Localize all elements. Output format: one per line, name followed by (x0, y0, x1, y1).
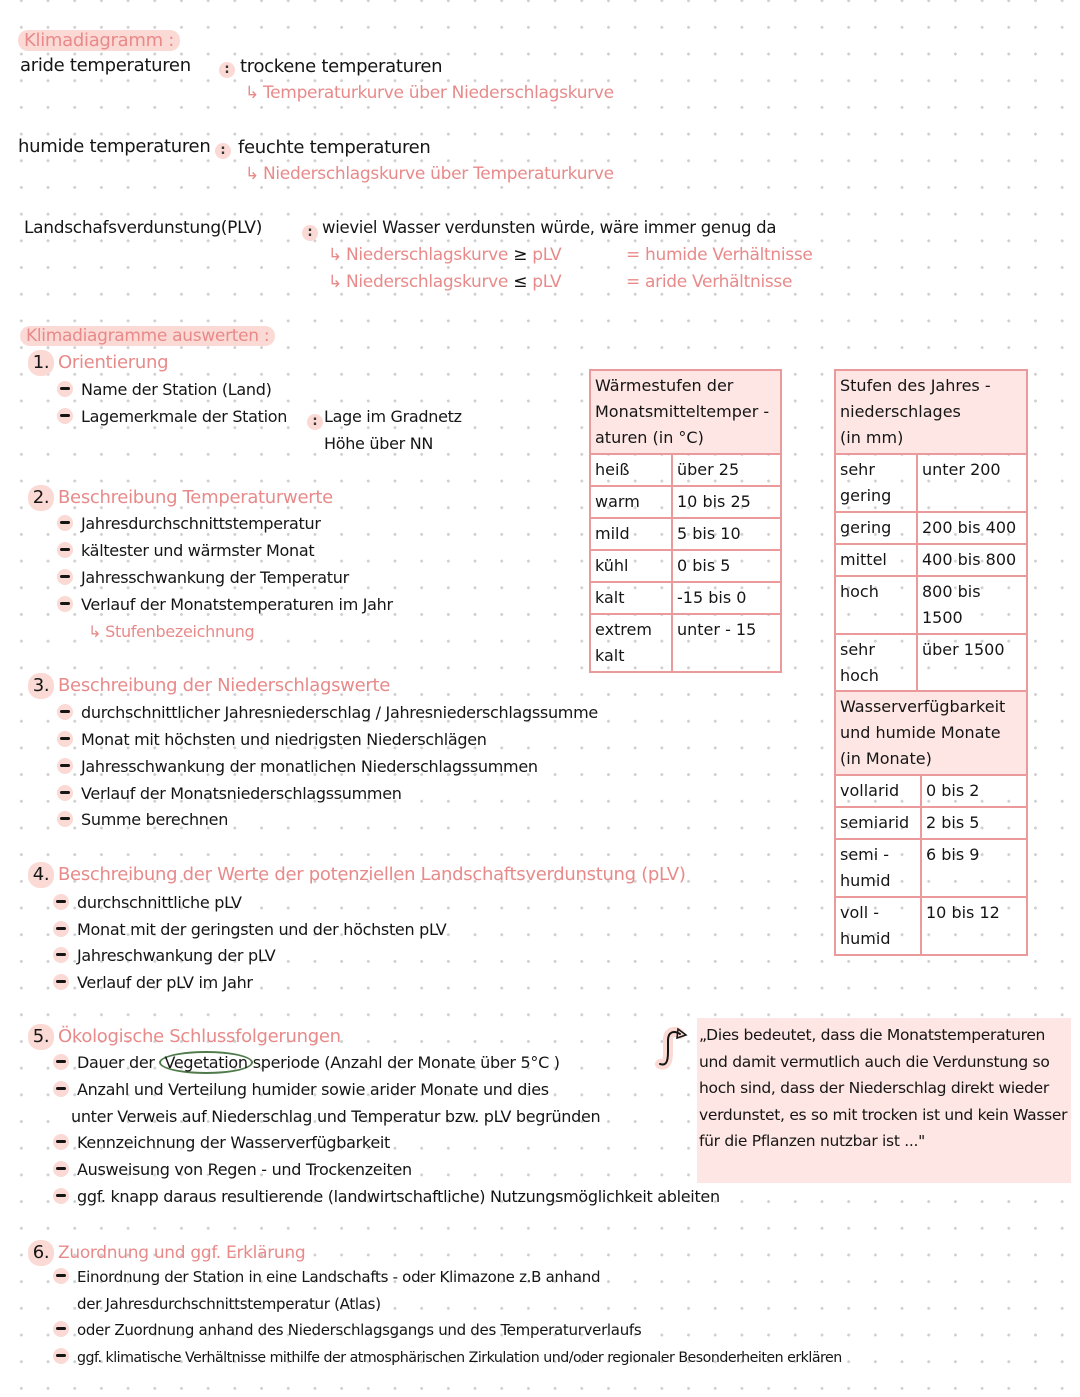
lage-detail: Höhe über NN (324, 434, 434, 453)
humid-note: ↳ Niederschlagskurve über Temperaturkurve (245, 164, 614, 184)
table-row: gering 200 bis 400 (835, 512, 1027, 544)
table-row: mittel 400 bis 800 (835, 544, 1027, 576)
arrow-icon: ↳ (245, 164, 259, 184)
table-row: vollarid 0 bis 2 (835, 775, 1027, 807)
table-row: sehr gering unter 200 (835, 454, 1027, 512)
list-item: durchschnittliche pLV (53, 893, 242, 912)
list-item: Dauer der Vegetation speriode (Anzahl der Monate über 5°C ) (53, 1053, 560, 1072)
list-item: Anzahl und Verteilung humider sowie arider Monate und dies (53, 1080, 549, 1099)
list-item: Jahresdurchschnittstemperatur (57, 514, 321, 533)
water-availability-table (834, 690, 1028, 956)
bullet-dash-icon (53, 1321, 69, 1337)
bullet-dash-icon (57, 408, 73, 424)
table-row: voll - humid 10 bis 12 (835, 897, 1027, 955)
arid-term: aride temperaturen (20, 55, 191, 76)
section-5-heading: 5. Ökologische Schlussfolgerungen (28, 1024, 341, 1050)
plv-term: Landschafsverdunstung(PLV) (24, 218, 263, 238)
table-row: hoch 800 bis 1500 (835, 576, 1027, 634)
table-row: mild 5 bis 10 (590, 518, 781, 550)
list-item: Jahresschwankung der monatlichen Niederschlagssummen (57, 757, 538, 776)
bullet-dash-icon (57, 381, 73, 397)
plv-result-arid: = aride Verhältnisse (626, 272, 793, 292)
arrow-icon: ↳ (328, 272, 342, 292)
table-row: semiarid 2 bis 5 (835, 807, 1027, 839)
plv-rule-humid: ↳ Niederschlagskurve ≥ pLV (328, 245, 562, 265)
bullet-dash-icon (57, 704, 73, 720)
list-item: ggf. klimatische Verhältnisse mithilfe der atmosphärischen Zirkulation und/oder regionaler Besonderheiten erklären (53, 1348, 842, 1366)
bullet-dash-icon (57, 811, 73, 827)
temperature-levels-table (589, 369, 782, 673)
list-item: Monat mit der geringsten und der höchsten pLV (53, 920, 446, 939)
bullet-dash-icon (53, 1348, 69, 1364)
table-row: sehr hoch über 1500 (835, 634, 1027, 692)
plv-result-humid: = humide Verhältnisse (626, 245, 813, 265)
bullet-dash-icon (53, 921, 69, 937)
bullet-dash-icon (53, 1188, 69, 1204)
bullet-dash-icon (57, 569, 73, 585)
bullet-dash-icon (57, 758, 73, 774)
evaluation-title: Klimadiagramme auswerten : (20, 326, 275, 346)
section-6-heading: 6. Zuordnung und ggf. Erklärung (28, 1240, 305, 1266)
bullet-dash-icon (53, 1134, 69, 1150)
bullet-dash-icon (57, 542, 73, 558)
colon-marker: : (215, 139, 231, 159)
curved-arrow-icon (652, 1026, 692, 1072)
list-item: Verlauf der Monatsniederschlagssummen (57, 784, 402, 803)
table-header: Wasserverfügbarkeit und humide Monate (in Monate) (835, 691, 1027, 775)
humid-term: humide temperaturen (18, 136, 211, 157)
list-item: Verlauf der Monatstemperaturen im Jahr (57, 595, 393, 614)
bullet-dash-icon (57, 731, 73, 747)
circled-word: Vegetation (159, 1051, 252, 1074)
precipitation-levels-table (834, 369, 1028, 693)
sub-note: ↳ Stufenbezeichnung (88, 622, 255, 641)
table-row: kühl 0 bis 5 (590, 550, 781, 582)
bullet-dash-icon (57, 785, 73, 801)
list-item: Kennzeichnung der Wasserverfügbarkeit (53, 1133, 390, 1152)
list-item: Monat mit höchsten und niedrigsten Niederschlägen (57, 730, 487, 749)
humid-definition: feuchte temperaturen (238, 137, 431, 158)
plv-definition: wieviel Wasser verdunsten würde, wäre immer genug da (322, 218, 777, 237)
arrow-icon: ↳ (328, 245, 342, 265)
list-item: Lagemerkmale der Station (57, 407, 287, 426)
list-item: Jahreschwankung der pLV (53, 946, 275, 965)
quote-box: „Dies bedeutet, dass die Monatstemperaturen und damit vermutlich auch die Verdunstung so hoch sind, dass der Niederschlag direkt wieder verdunstet, es so mit trocken ist und kein Wasser für die Pflanzen nutzbar ist ..." (697, 1018, 1071, 1183)
list-item: Verlauf der pLV im Jahr (53, 973, 253, 992)
bullet-dash-icon (57, 596, 73, 612)
table-row: heiß über 25 (590, 454, 781, 486)
colon-marker: : (302, 221, 318, 241)
bullet-dash-icon (53, 947, 69, 963)
arrow-icon: ↳ (245, 83, 259, 103)
list-item: Jahresschwankung der Temperatur (57, 568, 349, 587)
list-item: oder Zuordnung anhand des Niederschlagsgangs und des Temperaturverlaufs (53, 1321, 641, 1339)
table-header: Stufen des Jahres - niederschlages (in mm) (835, 370, 1027, 454)
list-item: durchschnittlicher Jahresniederschlag / Jahresniederschlagssumme (57, 703, 598, 722)
table-row: warm 10 bis 25 (590, 486, 781, 518)
table-row: semi - humid 6 bis 9 (835, 839, 1027, 897)
plv-rule-arid: ↳ Niederschlagskurve ≤ pLV (328, 272, 562, 292)
list-item: Summe berechnen (57, 810, 228, 829)
table-row: extrem kalt unter - 15 (590, 614, 781, 672)
list-item: Ausweisung von Regen - und Trockenzeiten (53, 1160, 412, 1179)
section-2-heading: 2. Beschreibung Temperaturwerte (28, 485, 333, 511)
page-title: Klimadiagramm : (18, 30, 180, 51)
list-item: kältester und wärmster Monat (57, 541, 314, 560)
bullet-dash-icon (57, 515, 73, 531)
bullet-dash-icon (53, 1161, 69, 1177)
list-item-continuation: der Jahresdurchschnittstemperatur (Atlas) (77, 1295, 381, 1313)
list-item: ggf. knapp daraus resultierende (landwirtschaftliche) Nutzungsmöglichkeit ableiten (53, 1187, 720, 1206)
bullet-dash-icon (53, 1081, 69, 1097)
section-4-heading: 4. Beschreibung der Werte der potenziellen Landschaftsverdunstung (pLV) (28, 862, 686, 888)
list-item: Einordnung der Station in eine Landschafts - oder Klimazone z.B anhand (53, 1268, 600, 1286)
section-3-heading: 3. Beschreibung der Niederschlagswerte (28, 673, 390, 699)
section-1-heading: 1. Orientierung (28, 350, 168, 376)
bullet-dash-icon (53, 894, 69, 910)
colon-marker: : (219, 58, 235, 78)
lage-detail: Lage im Gradnetz (324, 407, 462, 426)
arid-note: ↳ Temperaturkurve über Niederschlagskurve (245, 83, 614, 103)
bullet-dash-icon (53, 1268, 69, 1284)
table-row: kalt -15 bis 0 (590, 582, 781, 614)
bullet-dash-icon (53, 1054, 69, 1070)
arrow-icon: ↳ (88, 622, 102, 641)
arid-definition: trockene temperaturen (240, 56, 443, 77)
table-header: Wärmestufen der Monatsmitteltemper - aturen (in °C) (590, 370, 781, 454)
list-item: Name der Station (Land) (57, 380, 272, 399)
bullet-dash-icon (53, 974, 69, 990)
colon-marker: : (307, 410, 323, 430)
list-item-continuation: unter Verweis auf Niederschlag und Temperatur bzw. pLV begründen (71, 1107, 601, 1126)
